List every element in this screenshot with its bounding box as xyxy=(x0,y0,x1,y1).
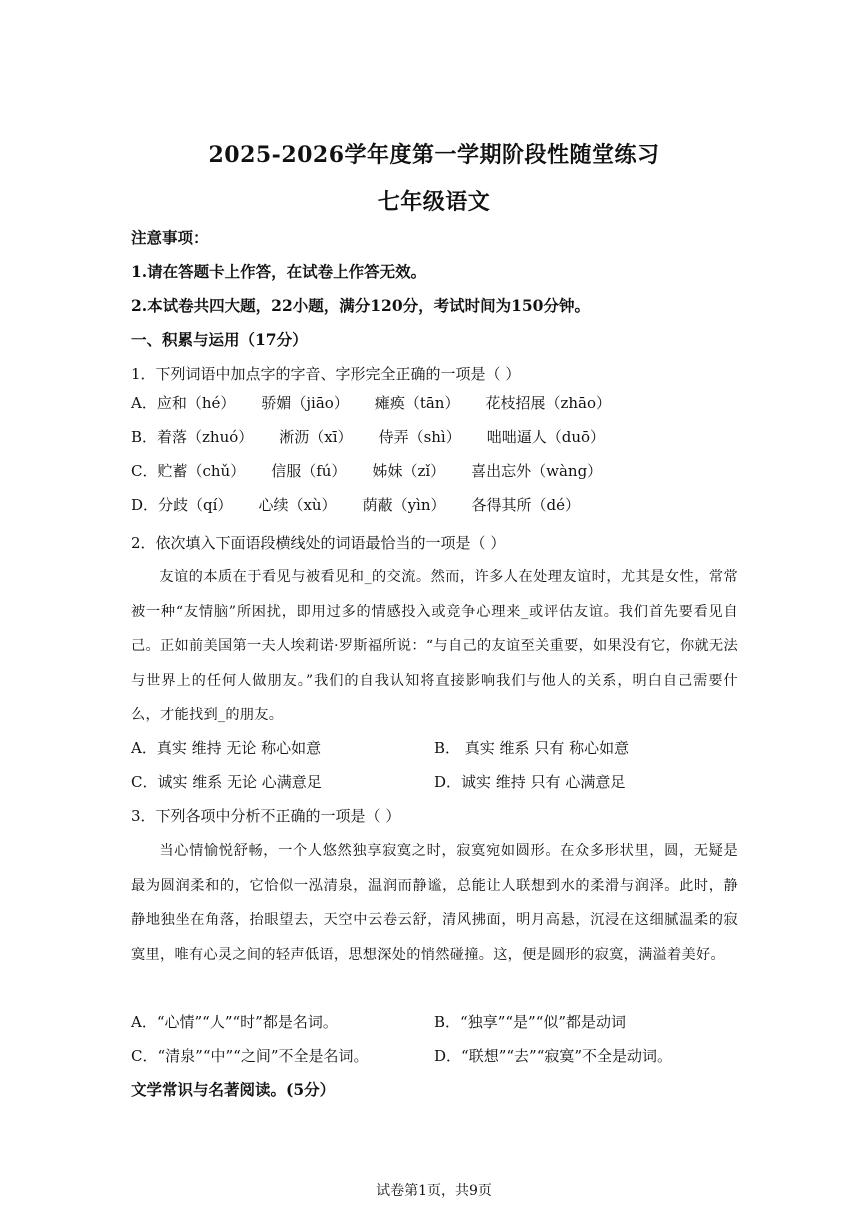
q1-option-label: A． xyxy=(131,394,157,412)
q2-passage: 友谊的本质在于看见与被看见和_的交流。然而，许多人在处理友谊时，尤其是女性，常常被一种“友情脑”所困扰，即用过多的情感投入或竞争心理来_或评估友谊。我们首先要看见自己。正如前美国第一夫人埃莉诺·罗斯福所说：“与自己的友谊至关重要，如果没有它，你就无法与世界上的任何人做朋友。”我们的自我认知将直接影响我们与他人的关系，明白自己需要什么，才能找到_的朋友。 xyxy=(131,569,738,723)
q1-stem: 1．下列词语中加点字的字音、字形完全正确的一项是（ ） xyxy=(131,365,521,383)
q1-option-b xyxy=(131,427,631,447)
q1-word: 淅沥（xī） xyxy=(279,428,353,446)
notes-heading: 注意事项： xyxy=(131,228,209,247)
section-2-heading: 文学常识与名著阅读。(5分） xyxy=(131,1080,336,1099)
q1-word: 骄媚（jiāo） xyxy=(261,394,349,412)
page-footer: 试卷第1页，共9页 xyxy=(376,1183,492,1199)
q1-word: 各得其所（dé） xyxy=(471,496,580,514)
q1-option-label: D． xyxy=(131,496,159,514)
q3-option-d: D．“联想”“去”“寂寞”不全是动词。 xyxy=(434,1047,673,1065)
q2-stem: 2．依次填入下面语段横线处的词语最恰当的一项是（ ） xyxy=(131,534,506,552)
q1-word: 应和（hé） xyxy=(156,394,236,412)
q1-word: 侍弄（shì） xyxy=(378,428,461,446)
q1-word: 分歧（qí） xyxy=(158,496,233,514)
q1-option-c xyxy=(131,461,628,481)
exam-subtitle: 七年级语文 xyxy=(377,189,491,215)
q2-option-c: C．诚实 维系 无论 心满意足 xyxy=(131,773,322,791)
q1-word: 姊妹（zǐ） xyxy=(372,462,446,480)
q3-option-b: B．“独享”“是”“似”都是动词 xyxy=(434,1013,627,1031)
section-1-heading: 一、积累与运用（17分） xyxy=(131,330,308,349)
q1-option-d xyxy=(131,495,606,515)
q1-option-label: B． xyxy=(131,428,158,446)
q1-word: 信服（fú） xyxy=(271,462,347,480)
q1-word: 喜出忘外（wàng） xyxy=(471,462,603,480)
q2-option-d: D．诚实 维持 只有 心满意足 xyxy=(434,773,626,791)
q3-stem: 3．下列各项中分析不正确的一项是（ ） xyxy=(131,807,401,825)
q2-option-b: B． 真实 维系 只有 称心如意 xyxy=(434,739,630,757)
note-item-1: 1.请在答题卡上作答，在试卷上作答无效。 xyxy=(131,262,427,281)
q1-option-a xyxy=(131,393,637,413)
q1-word: 贮蓄（chǔ） xyxy=(157,462,246,480)
q3-passage: 当心情愉悦舒畅，一个人悠然独享寂寞之时，寂寞宛如圆形。在众多形状里，圆，无疑是最为圆润柔和的，它恰似一泓清泉，温润而静谧，总能让人联想到水的柔滑与润泽。此时，静静地独坐在角落，抬眼望去，天空中云卷云舒，清风拂面，明月高悬，沉浸在这细腻温柔的寂寞里，唯有心灵之间的轻声低语，思想深处的悄然碰撞。这，便是圆形的寂寞，满溢着美好。 xyxy=(131,843,738,963)
q1-word: 花枝招展（zhāo） xyxy=(485,394,612,412)
q1-word: 瘫痪（tān） xyxy=(374,394,460,412)
q1-word: 着落（zhuó） xyxy=(157,428,254,446)
q1-word: 心续（xù） xyxy=(258,496,337,514)
q1-option-label: C． xyxy=(131,462,158,480)
note-item-2: 2.本试卷共四大题，22小题，满分120分，考试时间为150分钟。 xyxy=(131,296,590,315)
q1-word: 荫蔽（yìn） xyxy=(362,496,446,514)
q3-option-a: A．“心情”“人”“时”都是名词。 xyxy=(131,1013,338,1031)
exam-title: 2025-2026学年度第一学期阶段性随堂练习 xyxy=(208,142,660,168)
q2-option-a: A．真实 维持 无论 称心如意 xyxy=(131,739,322,757)
q3-option-c: C．“清泉”“中”“之间”不全是名词。 xyxy=(131,1047,369,1065)
q1-word: 咄咄逼人（duō） xyxy=(486,428,606,446)
